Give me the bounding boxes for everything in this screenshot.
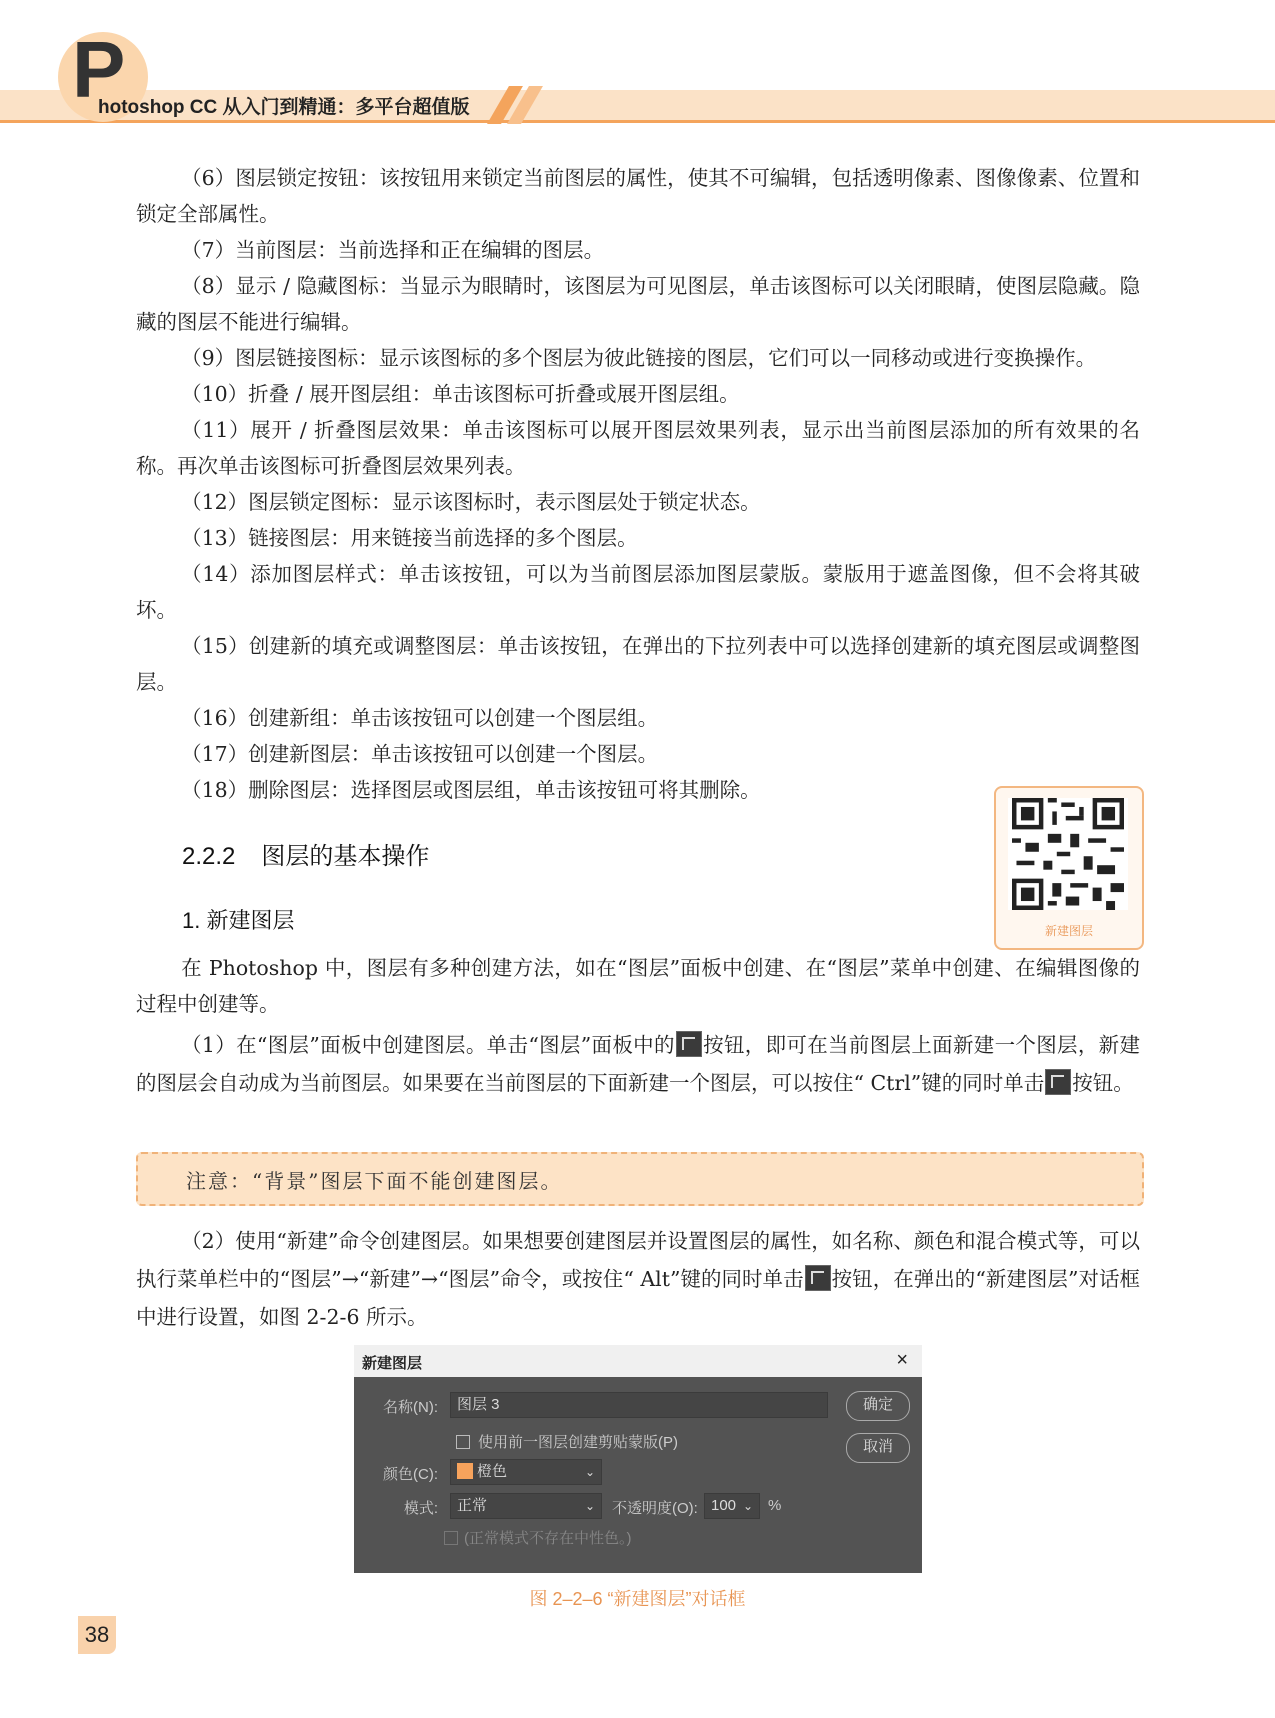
list-item: （14）添加图层样式：单击该按钮，可以为当前图层添加图层蒙版。蒙版用于遮盖图像，但不会将其破坏。 (136, 562, 1140, 622)
book-title: hotoshop CC 从入门到精通：多平台超值版 (98, 97, 470, 118)
note-text: 注意：“背景”图层下面不能创建图层。 (186, 1169, 563, 1193)
list-item: （8）显示 / 隐藏图标：当显示为眼睛时，该图层为可见图层，单击该图标可以关闭眼睛，使图层隐藏。隐藏的图层不能进行编辑。 (136, 274, 1140, 334)
page-header (0, 0, 1275, 130)
chevron-down-icon: ⌄ (584, 1465, 595, 1479)
section-heading (182, 836, 429, 871)
intro-paragraph: 在 Photoshop 中，图层有多种创建方法，如在“图层”面板中创建、在“图层”菜单中创建、在编辑图像的过程中创建等。 (136, 956, 1140, 1016)
opacity-label: 不透明度(O): (612, 1500, 698, 1517)
figure-caption: 图 2–2–6 “新建图层”对话框 (529, 1589, 746, 1609)
paragraph-text: 按钮，即可在当前图层上面新建一个图层，新建的图层会自动成为当前图层。如果要在当前图层的下面新建一个图层，可以按住“ Ctrl”键的同时单击 (136, 1033, 1141, 1095)
section-title: 图层的基本操作 (261, 843, 430, 870)
list-item: （6）图层锁定按钮：该按钮用来锁定当前图层的属性，使其不可编辑，包括透明像素、图像像素、位置和锁定全部属性。 (136, 166, 1140, 226)
name-label: 名称(N): (383, 1399, 438, 1416)
ok-button[interactable]: 确定 (846, 1391, 910, 1421)
header-logo-letter: P (72, 25, 126, 114)
paragraph-text: （2）使用“新建”命令创建图层。如果想要创建图层并设置图层的属性，如名称、颜色和混合模式等，可以执行菜单栏中的“图层”→“新建”→“图层”命令，或按住“ Alt”键的同时单击 (136, 1229, 1140, 1291)
dialog-titlebar (354, 1345, 922, 1377)
clip-mask-label: 使用前一图层创建剪贴蒙版(P) (478, 1434, 678, 1451)
dialog-title: 新建图层 (362, 1355, 423, 1372)
paragraph-2 (136, 1222, 1140, 1336)
list-item: （17）创建新图层：单击该按钮可以创建一个图层。 (181, 742, 659, 766)
clip-mask-checkbox[interactable] (456, 1435, 470, 1449)
color-swatch (457, 1463, 473, 1479)
neutral-color-label: (正常模式不存在中性色。) (464, 1530, 632, 1547)
body-text-2 (136, 1222, 1140, 1336)
paragraph-text: 按钮。 (1072, 1071, 1134, 1095)
list-item: （12）图层锁定图标：显示该图标时，表示图层处于锁定状态。 (181, 490, 761, 514)
paragraph-text: （1）在“图层”面板中创建图层。单击“图层”面板中的 (181, 1033, 675, 1057)
neutral-color-checkbox[interactable] (444, 1531, 458, 1545)
list-item: （18）删除图层：选择图层或图层组，单击该按钮可将其删除。 (181, 778, 761, 802)
body-text (136, 950, 1140, 1102)
subsection-heading: 1. 新建图层 (182, 908, 295, 933)
list-item: （11）展开 / 折叠图层效果：单击该图标可以展开图层效果列表，显示出当前图层添加的所有效果的名称。再次单击该图标可折叠图层效果列表。 (136, 418, 1140, 478)
mode-value: 正常 (457, 1497, 488, 1514)
list-block (136, 160, 1140, 808)
paragraph-1 (136, 1026, 1140, 1102)
mode-select[interactable] (450, 1493, 602, 1519)
close-icon[interactable]: × (896, 1349, 908, 1371)
opacity-value: 100 (711, 1497, 737, 1514)
color-value: 橙色 (477, 1463, 508, 1480)
header-rule (0, 120, 1275, 123)
list-item: （10）折叠 / 展开图层组：单击该图标可折叠或展开图层组。 (181, 382, 740, 406)
list-item: （13）链接图层：用来链接当前选择的多个图层。 (181, 526, 638, 550)
color-select[interactable] (450, 1459, 602, 1485)
new-layer-icon (1045, 1069, 1071, 1095)
opacity-unit: % (768, 1497, 782, 1514)
mode-label: 模式: (403, 1500, 438, 1517)
opacity-input[interactable] (704, 1493, 760, 1519)
new-layer-dialog (354, 1345, 922, 1573)
chevron-down-icon: ⌄ (584, 1499, 595, 1513)
paragraph-text: 按钮，在弹出的“新建图层”对话框中进行设置，如图 2-2-6 所示。 (136, 1267, 1140, 1329)
new-layer-icon (676, 1031, 702, 1057)
color-label: 颜色(C): (383, 1466, 438, 1483)
list-item: （15）创建新的填充或调整图层：单击该按钮，在弹出的下拉列表中可以选择创建新的填充图层或调整图层。 (136, 634, 1140, 694)
name-input[interactable]: 图层 3 (450, 1392, 828, 1418)
cancel-button[interactable]: 取消 (846, 1433, 910, 1463)
list-item: （9）图层链接图标：显示该图标的多个图层为彼此链接的图层，它们可以一同移动或进行变换操作。 (181, 346, 1097, 370)
list-item: （16）创建新组：单击该按钮可以创建一个图层组。 (181, 706, 659, 730)
section-number: 2.2.2 (182, 843, 236, 870)
qr-code-icon (1008, 798, 1128, 910)
chevron-down-icon[interactable]: ⌄ (742, 1499, 753, 1513)
note-box (136, 1152, 1144, 1206)
list-item: （7）当前图层：当前选择和正在编辑的图层。 (181, 238, 605, 262)
qr-code-box (994, 786, 1144, 950)
new-layer-icon (805, 1265, 831, 1291)
page-number: 38 (78, 1616, 116, 1654)
qr-caption: 新建图层 (1044, 924, 1093, 938)
